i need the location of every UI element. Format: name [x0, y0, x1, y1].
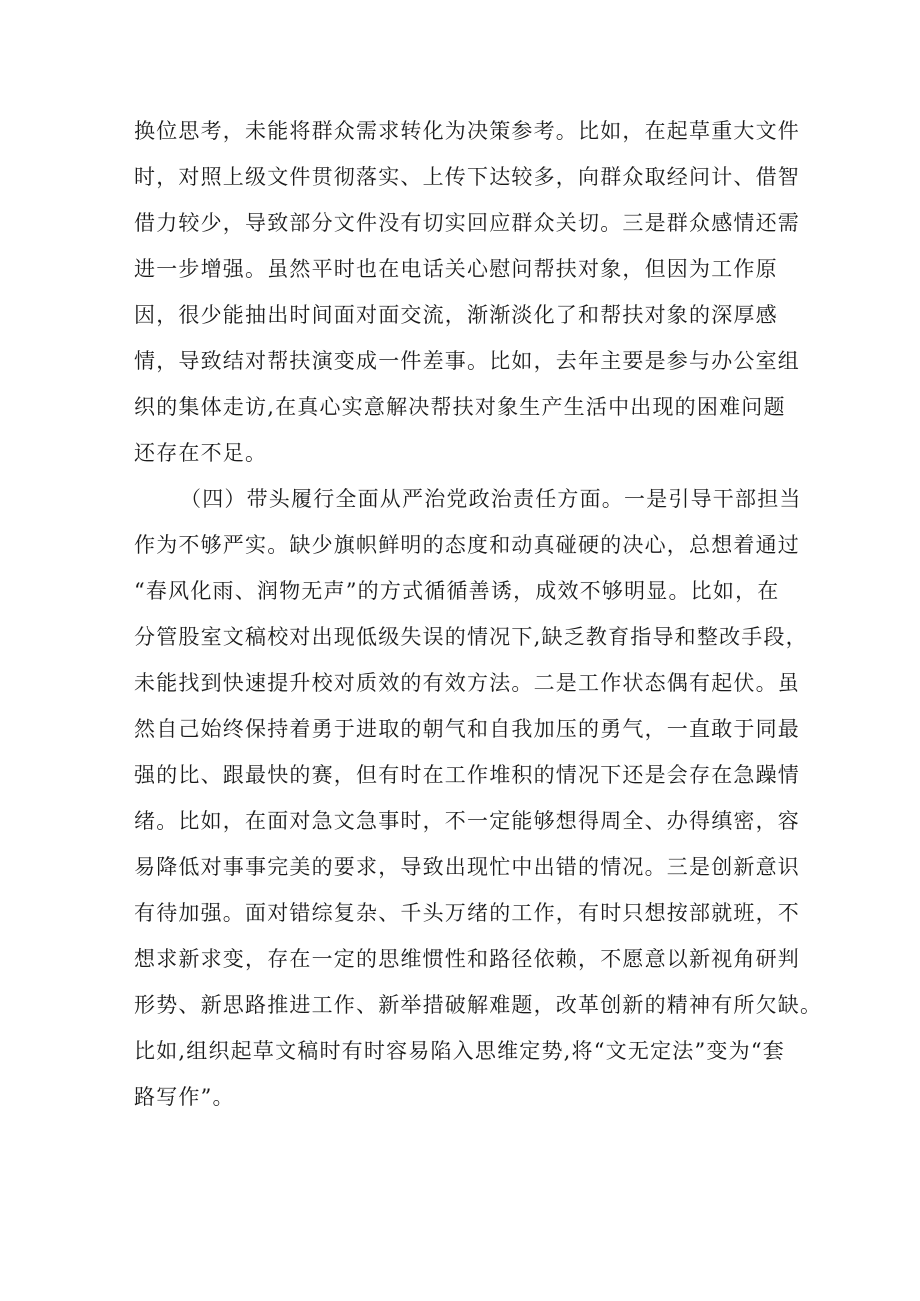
text-line: 有待加强。面对错综复杂、千头万绪的工作，有时只想按部就班，不	[134, 901, 800, 925]
text-line: 然自己始终保持着勇于进取的朝气和自我加压的勇气，一直敢于同最	[134, 717, 800, 741]
text-line: 比如,组织起草文稿时有时容易陷入思维定势,将“文无定法”变为“套	[134, 1039, 785, 1063]
text-line: 易降低对事事完美的要求，导致出现忙中出错的情况。三是创新意识	[134, 855, 800, 879]
text-line: 路写作”。	[134, 1085, 235, 1109]
text-line: 强的比、跟最快的赛，但有时在工作堆积的情况下还是会存在急躁情	[134, 763, 800, 787]
text-line: “春风化雨、润物无声”的方式循循善诱，成效不够明显。比如，在	[134, 579, 780, 603]
section-heading-line: （四）带头履行全面从严治党政治责任方面。一是引导干部担当	[180, 487, 802, 511]
text-line: 织的集体走访,在真心实意解决帮扶对象生产生活中出现的困难问题	[134, 395, 786, 419]
text-line: 情，导致结对帮扶演变成一件差事。比如，去年主要是参与办公室组	[134, 349, 800, 373]
text-line: 分管股室文稿校对出现低级失误的情况下,缺乏教育指导和整改手段，	[134, 625, 808, 649]
text-line: 进一步增强。虽然平时也在电话关心慰问帮扶对象，但因为工作原	[134, 257, 778, 281]
text-line: 形势、新思路推进工作、新举措破解难题，改革创新的精神有所欠缺。	[134, 993, 823, 1017]
text-line: 作为不够严实。缺少旗帜鲜明的态度和动真碰硬的决心，总想着通过	[134, 533, 800, 557]
text-line: 因，很少能抽出时间面对面交流，渐渐淡化了和帮扶对象的深厚感	[134, 303, 778, 327]
text-line: 借力较少，导致部分文件没有切实回应群众关切。三是群众感情还需	[134, 211, 800, 235]
text-line: 时，对照上级文件贯彻落实、上传下达较多，向群众取经问计、借智	[134, 165, 800, 189]
text-line: 换位思考，未能将群众需求转化为决策参考。比如，在起草重大文件	[134, 119, 800, 143]
text-line: 想求新求变，存在一定的思维惯性和路径依赖，不愿意以新视角研判	[134, 947, 800, 971]
text-line: 绪。比如，在面对急文急事时，不一定能够想得周全、办得缜密，容	[134, 809, 800, 833]
text-line: 还存在不足。	[134, 441, 268, 465]
text-line: 未能找到快速提升校对质效的有效方法。二是工作状态偶有起伏。虽	[134, 671, 800, 695]
